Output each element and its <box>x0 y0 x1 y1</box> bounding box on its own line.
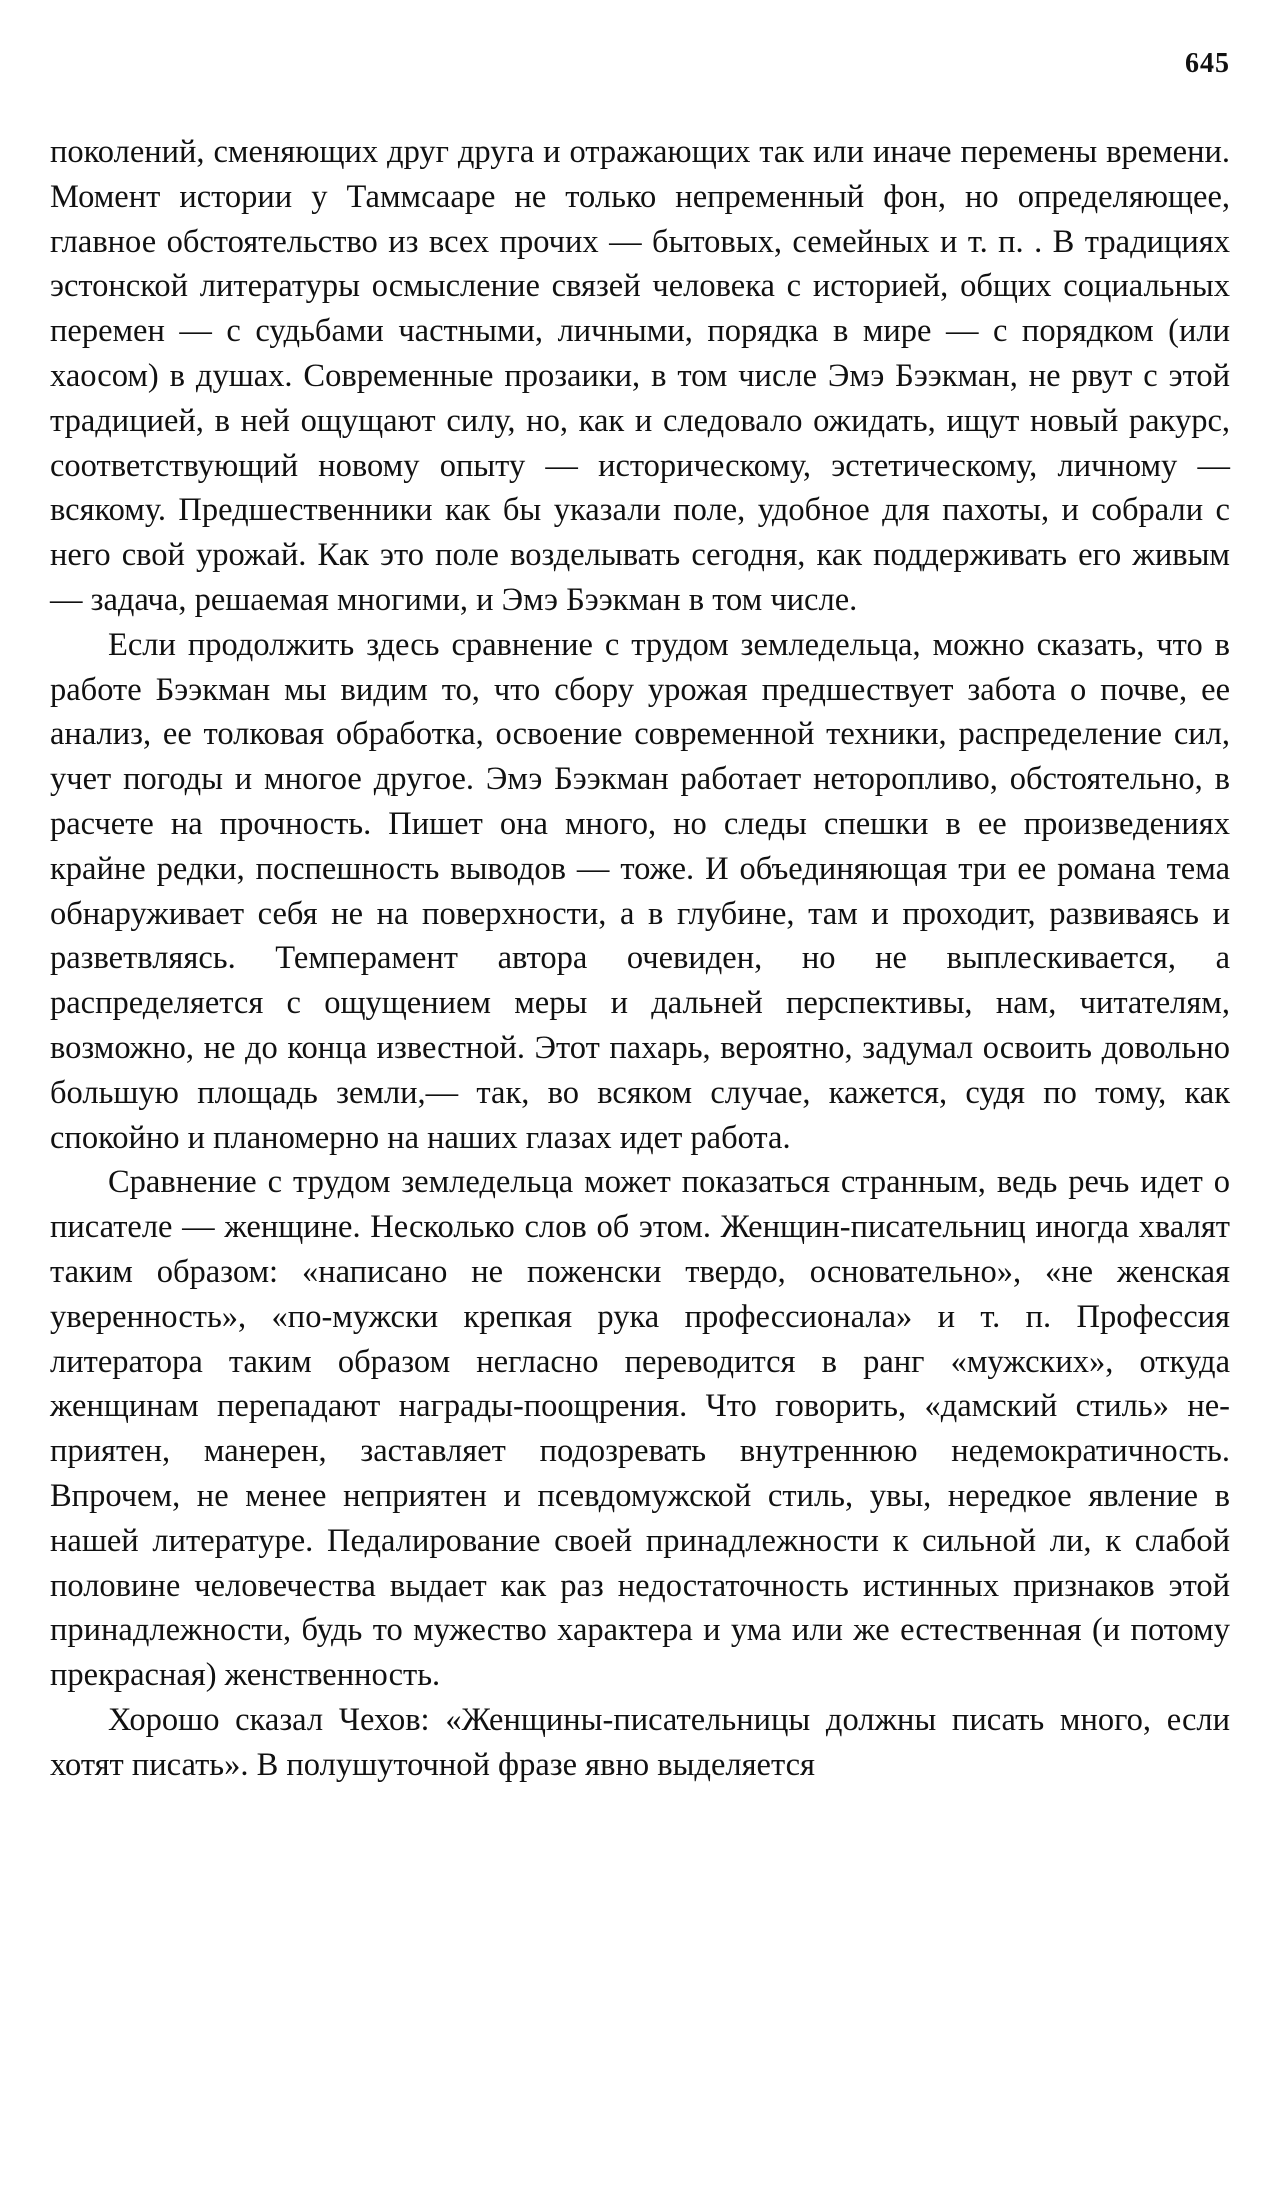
paragraph-4: Хорошо сказал Чехов: «Женщины-писательницы должны писать много, если хотят писать». В полушуточной фразе явно выделяется <box>50 1701 1230 1783</box>
page-number: 645 <box>1185 48 1230 79</box>
paragraph-1: поколений, сменяющих друг друга и отражающих так или иначе перемены времени. Момент истории у Таммсааре не только непременный фон, но определяющее, главное обстоятельство из всех прочих — бытовых, семейных и т. п. . В традициях эстонской литературы осмысление связей человека с историей, общих социальных перемен — с судьбами частными, личными, порядка в мире — с порядком (или хаосом) в душах. Современные прозаики, в том числе Эмэ Бээкман, не рвут с этой традицией, в ней ощущают силу, но, как и следовало ожидать, ищут новый ракурс, соответствующий новому опыту — историческому, эстетическому, личному — всякому. Предшественники как бы указали поле, удобное для пахоты, и собрали с него свой урожай. Как это поле возделывать сегодня, как поддерживать его живым — задача, решаемая многими, и Эмэ Бээкман в том числе. <box>50 134 1230 618</box>
paragraph-2: Если продолжить здесь сравнение с трудом земледельца, можно сказать, что в работе Бээкман мы видим то, что сбору урожая предшествует забота о почве, ее анализ, ее толковая обработка, освоение современной техники, распределение сил, учет погоды и многое другое. Эмэ Бээкман работает неторопливо, обстоятельно, в расчете на прочность. Пишет она много, но следы спешки в ее произведениях крайне редки, поспешность выводов — тоже. И объединяющая три ее романа тема обнаруживает себя не на поверхности, а в глубине, там и проходит, развиваясь и разветвляясь. Темперамент автора очевиден, но не выплескивается, а распределяется с ощущением меры и дальней перспективы, нам, читателям, возможно, не до конца известной. Этот пахарь, вероятно, задумал освоить довольно большую площадь земли,— так, во всяком случае, кажется, судя по тому, как спокойно и планомерно на наших глазах идет работа. <box>50 626 1230 1156</box>
body-text <box>50 130 1230 1787</box>
paragraph-3: Сравнение с трудом земледельца может показаться странным, ведь речь идет о писателе — женщине. Несколько слов об этом. Женщин-писательниц иногда хвалят таким образом: «написано не поженски твердо, основательно», «не женская уверенность», «по-мужски крепкая рука профессионала» и т. п. Профессия литератора таким образом негласно переводится в ранг «мужских», откуда женщинам перепадают награды-поощрения. Что говорить, «дамский стиль» неприятен, манерен, заставляет подозревать внутреннюю недемократичность. Впрочем, не менее неприятен и псевдомужской стиль, увы, нередкое явление в нашей литературе. Педалирование своей принадлежности к сильной ли, к слабой половине человечества выдает как раз недостаточность истинных признаков этой принадлежности, будь то мужество характера и ума или же естественная (и потому прекрасная) женственность. <box>50 1164 1230 1694</box>
